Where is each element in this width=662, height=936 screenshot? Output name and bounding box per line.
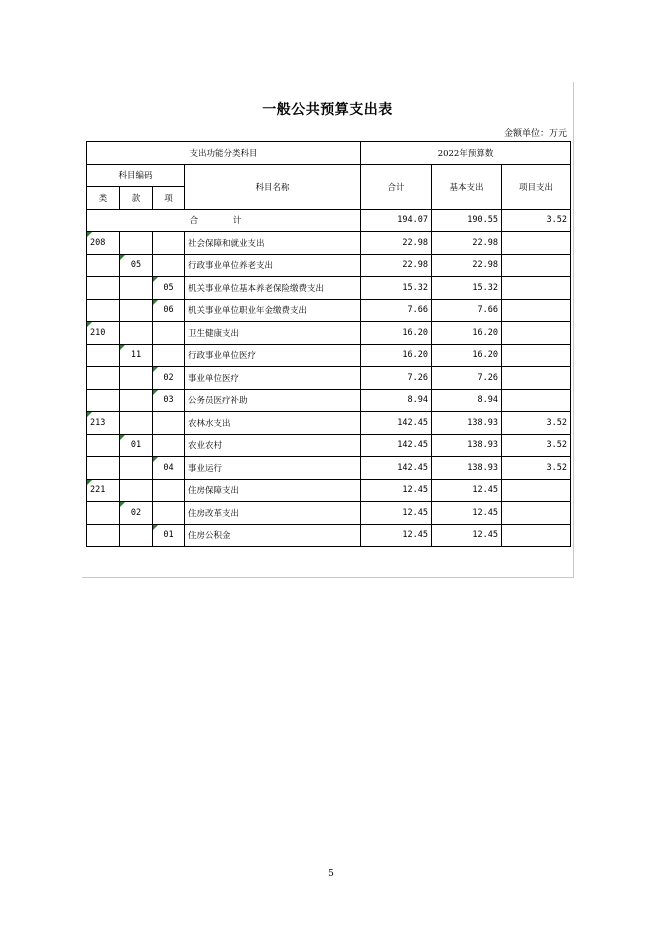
xiang-header: 项 xyxy=(153,187,185,210)
xiang-code-cell xyxy=(153,479,185,502)
basic-header: 基本支出 xyxy=(432,164,502,209)
total-cell: 16.20 xyxy=(361,344,432,367)
total-header: 合计 xyxy=(361,164,432,209)
xiang-code-cell: 06 xyxy=(153,299,185,322)
total-cell: 12.45 xyxy=(361,502,432,525)
total-project: 3.52 xyxy=(502,209,571,232)
lei-code-cell xyxy=(87,254,120,277)
xiang-code-cell xyxy=(153,254,185,277)
cell-comment-marker-icon xyxy=(153,525,158,530)
xiang-code-cell: 01 xyxy=(153,524,185,547)
basic-cell: 138.93 xyxy=(432,412,502,435)
basic-cell: 7.66 xyxy=(432,299,502,322)
budget-year-header: 2022年预算数 xyxy=(361,142,571,165)
xiang-code-cell: 02 xyxy=(153,367,185,390)
cell-comment-marker-icon xyxy=(120,255,125,260)
total-cell: 7.26 xyxy=(361,367,432,390)
code-header: 科目编码 xyxy=(87,164,185,187)
subject-name-cell: 农林水支出 xyxy=(185,412,361,435)
project-cell: 3.52 xyxy=(502,434,571,457)
total-cell: 22.98 xyxy=(361,254,432,277)
basic-cell: 12.45 xyxy=(432,479,502,502)
kuan-code-cell: 11 xyxy=(120,344,153,367)
total-cell: 12.45 xyxy=(361,524,432,547)
document-title: 一般公共预算支出表 xyxy=(262,102,393,118)
kuan-code-cell: 02 xyxy=(120,502,153,525)
subject-name-cell: 机关事业单位职业年金缴费支出 xyxy=(185,299,361,322)
page-number: 5 xyxy=(328,869,334,879)
total-cell: 142.45 xyxy=(361,457,432,480)
cell-comment-marker-icon xyxy=(87,412,92,417)
lei-code-cell xyxy=(87,277,120,300)
project-cell xyxy=(502,232,571,255)
project-cell xyxy=(502,344,571,367)
lei-header: 类 xyxy=(87,187,120,210)
basic-cell: 16.20 xyxy=(432,322,502,345)
subject-name-cell: 卫生健康支出 xyxy=(185,322,361,345)
lei-code-cell xyxy=(87,502,120,525)
project-header: 项目支出 xyxy=(502,164,571,209)
subject-name-cell: 机关事业单位基本养老保险缴费支出 xyxy=(185,277,361,300)
table-row xyxy=(87,277,571,300)
project-cell xyxy=(502,299,571,322)
total-row xyxy=(87,209,571,232)
xiang-code-cell xyxy=(153,344,185,367)
kuan-code-cell: 01 xyxy=(120,434,153,457)
subject-name-cell: 住房改革支出 xyxy=(185,502,361,525)
lei-code-cell xyxy=(87,389,120,412)
cell-comment-marker-icon xyxy=(87,232,92,237)
table-row xyxy=(87,479,571,502)
table-row xyxy=(87,254,571,277)
cell-comment-marker-icon xyxy=(153,390,158,395)
lei-code-cell xyxy=(87,457,120,480)
basic-cell: 22.98 xyxy=(432,254,502,277)
total-cell: 8.94 xyxy=(361,389,432,412)
project-cell xyxy=(502,479,571,502)
project-cell xyxy=(502,277,571,300)
total-cell: 142.45 xyxy=(361,434,432,457)
table-row xyxy=(87,434,571,457)
total-cell: 15.32 xyxy=(361,277,432,300)
kuan-code-cell: 05 xyxy=(120,254,153,277)
project-cell xyxy=(502,254,571,277)
kuan-code-cell xyxy=(120,389,153,412)
kuan-code-cell xyxy=(120,479,153,502)
xiang-code-cell: 03 xyxy=(153,389,185,412)
table-row xyxy=(87,457,571,480)
total-amount: 194.07 xyxy=(361,209,432,232)
subject-name-cell: 行政事业单位医疗 xyxy=(185,344,361,367)
table-row xyxy=(87,322,571,345)
name-header: 科目名称 xyxy=(185,164,361,209)
xiang-code-cell xyxy=(153,502,185,525)
total-cell: 22.98 xyxy=(361,232,432,255)
xiang-code-cell: 04 xyxy=(153,457,185,480)
project-cell: 3.52 xyxy=(502,412,571,435)
total-cell: 16.20 xyxy=(361,322,432,345)
lei-code-cell: 208 xyxy=(87,232,120,255)
cell-comment-marker-icon xyxy=(87,322,92,327)
lei-code-cell: 213 xyxy=(87,412,120,435)
cell-comment-marker-icon xyxy=(87,480,92,485)
subject-name-cell: 公务员医疗补助 xyxy=(185,389,361,412)
project-cell xyxy=(502,502,571,525)
xiang-code-cell: 05 xyxy=(153,277,185,300)
xiang-code-cell xyxy=(153,412,185,435)
table-row xyxy=(87,232,571,255)
cell-comment-marker-icon xyxy=(153,277,158,282)
subject-name-cell: 行政事业单位养老支出 xyxy=(185,254,361,277)
subject-name-cell: 住房保障支出 xyxy=(185,479,361,502)
project-cell xyxy=(502,322,571,345)
table-row xyxy=(87,502,571,525)
lei-code-cell xyxy=(87,344,120,367)
total-cell: 12.45 xyxy=(361,479,432,502)
table-row xyxy=(87,299,571,322)
cell-comment-marker-icon xyxy=(153,367,158,372)
lei-code-cell xyxy=(87,367,120,390)
project-cell xyxy=(502,524,571,547)
xiang-code-cell xyxy=(153,232,185,255)
kuan-code-cell xyxy=(120,367,153,390)
table-row xyxy=(87,389,571,412)
kuan-header: 款 xyxy=(120,187,153,210)
kuan-code-cell xyxy=(120,232,153,255)
cell-comment-marker-icon xyxy=(120,502,125,507)
basic-cell: 12.45 xyxy=(432,524,502,547)
cell-comment-marker-icon xyxy=(120,345,125,350)
basic-cell: 7.26 xyxy=(432,367,502,390)
amount-unit: 金额单位：万元 xyxy=(503,129,567,139)
table-row xyxy=(87,367,571,390)
lei-code-cell: 221 xyxy=(87,479,120,502)
table-row xyxy=(87,524,571,547)
table-row xyxy=(87,412,571,435)
cell-comment-marker-icon xyxy=(153,300,158,305)
header-row-2 xyxy=(87,164,571,187)
table-row xyxy=(87,344,571,367)
project-cell xyxy=(502,367,571,390)
subject-name-cell: 社会保障和就业支出 xyxy=(185,232,361,255)
kuan-code-cell xyxy=(120,299,153,322)
basic-cell: 16.20 xyxy=(432,344,502,367)
budget-table xyxy=(86,141,571,547)
kuan-code-cell xyxy=(120,322,153,345)
basic-cell: 22.98 xyxy=(432,232,502,255)
project-cell: 3.52 xyxy=(502,457,571,480)
subject-name-cell: 农业农村 xyxy=(185,434,361,457)
kuan-code-cell xyxy=(120,457,153,480)
cell-comment-marker-icon xyxy=(153,457,158,462)
header-row-1 xyxy=(87,142,571,165)
subject-name-cell: 事业运行 xyxy=(185,457,361,480)
lei-code-cell xyxy=(87,434,120,457)
kuan-code-cell xyxy=(120,524,153,547)
xiang-code-cell xyxy=(153,434,185,457)
kuan-code-cell xyxy=(120,277,153,300)
basic-cell: 15.32 xyxy=(432,277,502,300)
lei-code-cell: 210 xyxy=(87,322,120,345)
func-class-header: 支出功能分类科目 xyxy=(87,142,361,165)
lei-code-cell xyxy=(87,299,120,322)
subject-name-cell: 事业单位医疗 xyxy=(185,367,361,390)
total-cell: 7.66 xyxy=(361,299,432,322)
xiang-code-cell xyxy=(153,322,185,345)
project-cell xyxy=(502,389,571,412)
kuan-code-cell xyxy=(120,412,153,435)
cell-comment-marker-icon xyxy=(120,435,125,440)
subject-name-cell: 住房公积金 xyxy=(185,524,361,547)
basic-cell: 8.94 xyxy=(432,389,502,412)
total-basic: 190.55 xyxy=(432,209,502,232)
lei-code-cell xyxy=(87,524,120,547)
basic-cell: 138.93 xyxy=(432,434,502,457)
total-label: 合 计 xyxy=(87,209,361,232)
basic-cell: 138.93 xyxy=(432,457,502,480)
basic-cell: 12.45 xyxy=(432,502,502,525)
total-cell: 142.45 xyxy=(361,412,432,435)
